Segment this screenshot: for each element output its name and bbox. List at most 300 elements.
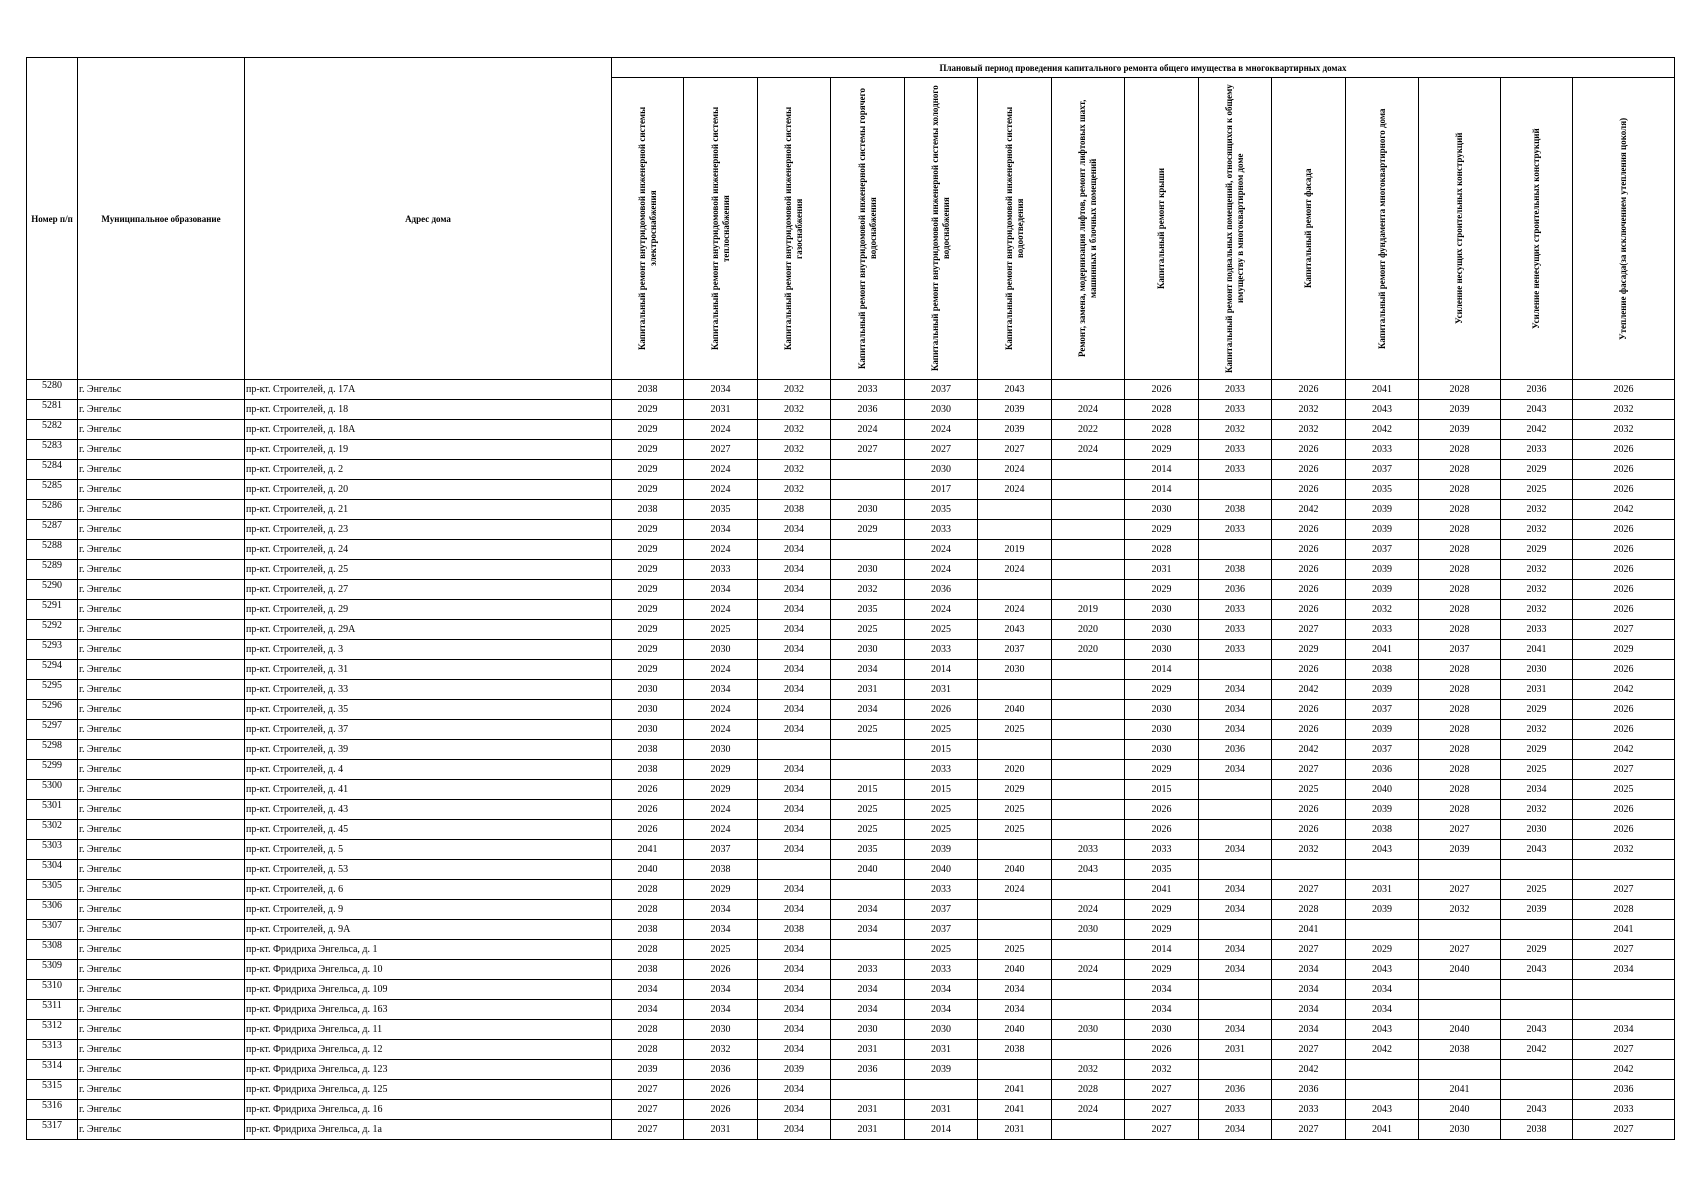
header-work-12: [1501, 78, 1573, 380]
table-row: [27, 720, 1675, 740]
row-year-cell: 2034: [684, 980, 758, 1000]
row-year-cell: 2020: [1052, 620, 1125, 640]
row-year-cell: 2034: [1125, 1000, 1199, 1020]
table-row: [27, 1080, 1675, 1100]
row-year-cell: 2029: [1573, 640, 1675, 660]
row-year-cell: 2030: [1419, 1120, 1501, 1140]
row-number: 5287: [27, 520, 78, 540]
table-row: [27, 680, 1675, 700]
row-address: пр-кт. Фридриха Энгельса, д. 123: [245, 1060, 612, 1080]
row-year-cell: 2038: [612, 380, 684, 400]
header-work-label: Капитальный ремонт фасада: [1303, 168, 1313, 289]
row-year-cell: 2014: [1125, 460, 1199, 480]
row-year-cell: 2040: [978, 860, 1052, 880]
row-year-cell: 2034: [758, 980, 831, 1000]
row-year-cell: 2029: [1125, 680, 1199, 700]
row-municipality: г. Энгельс: [78, 760, 245, 780]
row-year-cell: 2028: [612, 900, 684, 920]
row-year-cell: 2029: [612, 600, 684, 620]
row-municipality: г. Энгельс: [78, 1100, 245, 1120]
row-year-cell: 2014: [1125, 940, 1199, 960]
row-year-cell: 2033: [905, 960, 978, 980]
row-municipality: г. Энгельс: [78, 1000, 245, 1020]
row-year-cell: 2034: [758, 580, 831, 600]
row-year-cell: 2025: [684, 620, 758, 640]
row-year-cell: 2039: [1346, 900, 1419, 920]
row-year-cell: 2026: [1573, 480, 1675, 500]
row-year-cell: 2027: [1573, 760, 1675, 780]
row-year-cell: 2030: [831, 560, 905, 580]
row-year-cell: [1052, 740, 1125, 760]
row-year-cell: 2029: [612, 460, 684, 480]
schedule-table: [26, 57, 1675, 1140]
row-year-cell: 2034: [758, 700, 831, 720]
row-year-cell: 2037: [1419, 640, 1501, 660]
row-year-cell: 2030: [1501, 660, 1573, 680]
row-year-cell: 2029: [612, 420, 684, 440]
row-year-cell: 2033: [1199, 1100, 1272, 1120]
row-year-cell: 2030: [612, 680, 684, 700]
row-number: 5296: [27, 700, 78, 720]
row-year-cell: [1052, 720, 1125, 740]
row-year-cell: [1501, 860, 1573, 880]
row-year-cell: 2026: [1125, 380, 1199, 400]
row-year-cell: 2037: [978, 640, 1052, 660]
row-year-cell: 2032: [758, 480, 831, 500]
row-year-cell: 2029: [978, 780, 1052, 800]
row-year-cell: [1052, 760, 1125, 780]
row-address: пр-кт. Строителей, д. 6: [245, 880, 612, 900]
row-year-cell: [1199, 800, 1272, 820]
row-year-cell: 2031: [831, 1040, 905, 1060]
row-address: пр-кт. Фридриха Энгельса, д. 10: [245, 960, 612, 980]
header-work-label: Капитальный ремонт внутридомовой инженерной системы водоотведения: [1003, 106, 1025, 351]
row-year-cell: 2034: [758, 1100, 831, 1120]
table-row: [27, 480, 1675, 500]
row-year-cell: 2030: [978, 660, 1052, 680]
row-year-cell: 2030: [831, 640, 905, 660]
row-address: пр-кт. Строителей, д. 24: [245, 540, 612, 560]
row-year-cell: 2039: [1419, 400, 1501, 420]
row-number: 5284: [27, 460, 78, 480]
row-year-cell: 2028: [1419, 800, 1501, 820]
row-year-cell: 2027: [1125, 1080, 1199, 1100]
row-year-cell: 2033: [905, 880, 978, 900]
row-year-cell: 2026: [1272, 580, 1346, 600]
row-address: пр-кт. Строителей, д. 5: [245, 840, 612, 860]
row-year-cell: 2043: [1346, 1020, 1419, 1040]
row-municipality: г. Энгельс: [78, 680, 245, 700]
row-address: пр-кт. Строителей, д. 18: [245, 400, 612, 420]
row-year-cell: 2026: [1125, 820, 1199, 840]
row-year-cell: [1501, 1060, 1573, 1080]
row-number: 5285: [27, 480, 78, 500]
row-year-cell: 2024: [1052, 1100, 1125, 1120]
row-year-cell: [758, 740, 831, 760]
row-year-cell: 2034: [831, 700, 905, 720]
row-year-cell: 2036: [831, 400, 905, 420]
row-year-cell: 2028: [1419, 560, 1501, 580]
row-year-cell: 2034: [978, 1000, 1052, 1020]
row-address: пр-кт. Строителей, д. 19: [245, 440, 612, 460]
row-year-cell: 2042: [1272, 1060, 1346, 1080]
row-year-cell: 2032: [831, 580, 905, 600]
row-year-cell: 2026: [1573, 600, 1675, 620]
row-year-cell: 2028: [612, 940, 684, 960]
row-year-cell: 2031: [1199, 1040, 1272, 1060]
row-year-cell: 2033: [1573, 1100, 1675, 1120]
row-number: 5293: [27, 640, 78, 660]
row-year-cell: 2039: [1346, 680, 1419, 700]
row-year-cell: 2040: [978, 1020, 1052, 1040]
row-year-cell: 2028: [1419, 780, 1501, 800]
table-row: [27, 980, 1675, 1000]
row-year-cell: 2040: [1419, 1100, 1501, 1120]
row-year-cell: 2028: [1419, 600, 1501, 620]
row-year-cell: 2040: [978, 960, 1052, 980]
row-year-cell: 2026: [1573, 580, 1675, 600]
row-municipality: г. Энгельс: [78, 1120, 245, 1140]
row-year-cell: 2028: [1419, 480, 1501, 500]
row-year-cell: 2034: [1199, 840, 1272, 860]
row-year-cell: 2025: [831, 620, 905, 640]
row-address: пр-кт. Фридриха Энгельса, д. 12: [245, 1040, 612, 1060]
row-municipality: г. Энгельс: [78, 940, 245, 960]
row-municipality: г. Энгельс: [78, 1060, 245, 1080]
row-municipality: г. Энгельс: [78, 440, 245, 460]
row-year-cell: 2042: [1573, 680, 1675, 700]
row-year-cell: 2026: [1272, 440, 1346, 460]
row-address: пр-кт. Строителей, д. 9: [245, 900, 612, 920]
row-year-cell: 2034: [758, 960, 831, 980]
row-year-cell: [978, 500, 1052, 520]
row-year-cell: 2027: [1419, 820, 1501, 840]
row-address: пр-кт. Фридриха Энгельса, д. 109: [245, 980, 612, 1000]
row-year-cell: 2025: [905, 720, 978, 740]
row-year-cell: 2041: [1346, 640, 1419, 660]
row-year-cell: 2015: [1125, 780, 1199, 800]
header-work-3: [831, 78, 905, 380]
row-year-cell: 2029: [612, 640, 684, 660]
row-municipality: г. Энгельс: [78, 640, 245, 660]
row-number: 5316: [27, 1100, 78, 1120]
header-work-label: Капитальный ремонт внутридомовой инженерной системы холодного водоснабжения: [930, 85, 951, 372]
row-year-cell: 2024: [978, 880, 1052, 900]
row-year-cell: 2033: [1199, 400, 1272, 420]
row-year-cell: 2029: [612, 560, 684, 580]
row-year-cell: 2034: [1199, 1020, 1272, 1040]
row-year-cell: 2030: [612, 700, 684, 720]
table-row: [27, 940, 1675, 960]
row-year-cell: [1199, 980, 1272, 1000]
row-year-cell: 2030: [1125, 1020, 1199, 1040]
row-address: пр-кт. Строителей, д. 4: [245, 760, 612, 780]
row-year-cell: 2034: [758, 660, 831, 680]
row-municipality: г. Энгельс: [78, 580, 245, 600]
row-year-cell: 2024: [684, 460, 758, 480]
row-year-cell: [1052, 480, 1125, 500]
row-address: пр-кт. Фридриха Энгельса, д. 11: [245, 1020, 612, 1040]
row-year-cell: 2041: [1419, 1080, 1501, 1100]
row-year-cell: 2037: [905, 920, 978, 940]
row-number: 5291: [27, 600, 78, 620]
row-year-cell: 2026: [1272, 800, 1346, 820]
row-year-cell: 2034: [758, 1080, 831, 1100]
row-number: 5309: [27, 960, 78, 980]
row-year-cell: 2028: [1419, 500, 1501, 520]
row-year-cell: 2038: [1419, 1040, 1501, 1060]
row-year-cell: 2031: [684, 1120, 758, 1140]
row-year-cell: 2032: [758, 460, 831, 480]
row-year-cell: 2022: [1052, 420, 1125, 440]
row-year-cell: 2030: [1125, 600, 1199, 620]
table-row: [27, 640, 1675, 660]
row-year-cell: 2032: [1272, 420, 1346, 440]
row-address: пр-кт. Строителей, д. 9А: [245, 920, 612, 940]
row-address: пр-кт. Строителей, д. 45: [245, 820, 612, 840]
row-year-cell: 2025: [1573, 780, 1675, 800]
row-year-cell: [1419, 860, 1501, 880]
row-year-cell: 2030: [1125, 620, 1199, 640]
header-work-7: [1125, 78, 1199, 380]
row-year-cell: 2027: [1419, 940, 1501, 960]
row-number: 5314: [27, 1060, 78, 1080]
row-year-cell: 2035: [905, 500, 978, 520]
row-year-cell: 2033: [1199, 440, 1272, 460]
table-row: [27, 740, 1675, 760]
row-year-cell: 2032: [1573, 840, 1675, 860]
row-year-cell: [1501, 920, 1573, 940]
row-address: пр-кт. Строителей, д. 43: [245, 800, 612, 820]
row-year-cell: 2042: [1272, 680, 1346, 700]
row-year-cell: 2033: [1199, 380, 1272, 400]
row-municipality: г. Энгельс: [78, 780, 245, 800]
row-year-cell: 2034: [1501, 780, 1573, 800]
row-year-cell: 2039: [1346, 720, 1419, 740]
row-year-cell: 2027: [1272, 880, 1346, 900]
row-year-cell: 2015: [905, 780, 978, 800]
row-address: пр-кт. Строителей, д. 25: [245, 560, 612, 580]
row-year-cell: [1052, 520, 1125, 540]
row-year-cell: 2039: [978, 420, 1052, 440]
row-year-cell: 2025: [1272, 780, 1346, 800]
row-year-cell: 2033: [1199, 640, 1272, 660]
row-year-cell: [1199, 820, 1272, 840]
row-year-cell: 2043: [1346, 1100, 1419, 1120]
row-year-cell: 2028: [612, 1040, 684, 1060]
row-year-cell: [1199, 860, 1272, 880]
row-municipality: г. Энгельс: [78, 720, 245, 740]
row-year-cell: 2028: [1419, 680, 1501, 700]
table-row: [27, 860, 1675, 880]
row-year-cell: 2039: [1501, 900, 1573, 920]
row-year-cell: 2034: [1199, 700, 1272, 720]
row-year-cell: 2039: [1346, 800, 1419, 820]
row-year-cell: 2030: [684, 1020, 758, 1040]
row-year-cell: 2029: [684, 760, 758, 780]
row-year-cell: 2029: [1125, 580, 1199, 600]
row-year-cell: 2033: [831, 960, 905, 980]
row-year-cell: 2014: [905, 660, 978, 680]
row-year-cell: 2040: [612, 860, 684, 880]
row-year-cell: 2032: [758, 380, 831, 400]
row-year-cell: 2034: [831, 660, 905, 680]
table-row: [27, 1100, 1675, 1120]
row-year-cell: 2029: [1125, 960, 1199, 980]
row-year-cell: 2034: [831, 920, 905, 940]
row-number: 5298: [27, 740, 78, 760]
header-work-label: Ремонт, замена, модернизация лифтов, ремонт лифтовых шахт, машинных и блочных помещений: [1077, 99, 1098, 358]
row-year-cell: 2029: [612, 400, 684, 420]
row-year-cell: 2032: [1501, 800, 1573, 820]
row-number: 5299: [27, 760, 78, 780]
row-year-cell: 2025: [905, 800, 978, 820]
row-year-cell: 2041: [1346, 380, 1419, 400]
row-year-cell: [831, 1080, 905, 1100]
row-year-cell: 2032: [1052, 1060, 1125, 1080]
row-year-cell: 2039: [905, 1060, 978, 1080]
row-year-cell: 2019: [1052, 600, 1125, 620]
row-year-cell: 2030: [1052, 920, 1125, 940]
header-work-0: [612, 78, 684, 380]
row-year-cell: 2026: [1573, 560, 1675, 580]
row-year-cell: 2024: [684, 420, 758, 440]
row-municipality: г. Энгельс: [78, 500, 245, 520]
row-year-cell: 2025: [684, 940, 758, 960]
row-year-cell: 2028: [1419, 720, 1501, 740]
row-number: 5281: [27, 400, 78, 420]
row-year-cell: [1052, 540, 1125, 560]
row-year-cell: 2024: [1052, 900, 1125, 920]
row-year-cell: 2026: [1573, 700, 1675, 720]
row-year-cell: [978, 520, 1052, 540]
table-row: [27, 1040, 1675, 1060]
row-year-cell: 2043: [1346, 840, 1419, 860]
table-row: [27, 460, 1675, 480]
row-year-cell: 2014: [905, 1120, 978, 1140]
row-number: 5304: [27, 860, 78, 880]
row-address: пр-кт. Фридриха Энгельса, д. 125: [245, 1080, 612, 1100]
row-municipality: г. Энгельс: [78, 380, 245, 400]
header-work-13: [1573, 78, 1675, 380]
row-address: пр-кт. Строителей, д. 41: [245, 780, 612, 800]
row-year-cell: 2027: [1272, 620, 1346, 640]
row-year-cell: 2030: [831, 1020, 905, 1040]
row-number: 5315: [27, 1080, 78, 1100]
row-year-cell: 2038: [612, 920, 684, 940]
row-number: 5282: [27, 420, 78, 440]
row-number: 5307: [27, 920, 78, 940]
row-year-cell: 2034: [758, 840, 831, 860]
row-year-cell: 2036: [831, 1060, 905, 1080]
row-year-cell: 2033: [1199, 600, 1272, 620]
row-year-cell: 2033: [1501, 440, 1573, 460]
row-year-cell: 2026: [1573, 540, 1675, 560]
table-row: [27, 520, 1675, 540]
row-year-cell: 2034: [758, 900, 831, 920]
row-year-cell: 2026: [1272, 560, 1346, 580]
row-year-cell: 2029: [1125, 760, 1199, 780]
row-year-cell: 2038: [612, 740, 684, 760]
row-year-cell: [1052, 780, 1125, 800]
row-year-cell: [1052, 680, 1125, 700]
header-work-label: Капитальный ремонт подвальных помещений, относящихся к общему имуществу в многоквартирном доме: [1224, 84, 1245, 373]
row-year-cell: 2027: [1272, 1040, 1346, 1060]
row-year-cell: 2026: [1573, 660, 1675, 680]
row-year-cell: 2034: [905, 1000, 978, 1020]
row-year-cell: [1052, 880, 1125, 900]
row-address: пр-кт. Строителей, д. 39: [245, 740, 612, 760]
row-year-cell: 2029: [612, 520, 684, 540]
row-year-cell: 2014: [1125, 660, 1199, 680]
row-year-cell: 2024: [905, 600, 978, 620]
row-year-cell: 2035: [1125, 860, 1199, 880]
row-number: 5297: [27, 720, 78, 740]
row-year-cell: 2040: [831, 860, 905, 880]
row-year-cell: 2025: [978, 940, 1052, 960]
table-row: [27, 960, 1675, 980]
row-year-cell: 2024: [1052, 960, 1125, 980]
row-year-cell: 2042: [1501, 420, 1573, 440]
row-year-cell: 2032: [1501, 560, 1573, 580]
row-year-cell: 2026: [1272, 600, 1346, 620]
row-year-cell: 2025: [1501, 480, 1573, 500]
row-year-cell: 2034: [758, 780, 831, 800]
row-year-cell: 2030: [1125, 720, 1199, 740]
row-municipality: г. Энгельс: [78, 420, 245, 440]
row-year-cell: 2033: [905, 640, 978, 660]
row-year-cell: 2030: [1125, 640, 1199, 660]
row-year-cell: [1501, 1080, 1573, 1100]
row-number: 5292: [27, 620, 78, 640]
row-year-cell: 2028: [1419, 740, 1501, 760]
row-year-cell: 2032: [758, 400, 831, 420]
row-year-cell: 2027: [1573, 1120, 1675, 1140]
table-row: [27, 800, 1675, 820]
row-year-cell: 2029: [1125, 440, 1199, 460]
row-address: пр-кт. Фридриха Энгельса, д. 163: [245, 1000, 612, 1020]
row-number: 5317: [27, 1120, 78, 1140]
row-year-cell: 2032: [758, 420, 831, 440]
header-municipality: Муниципальное образование: [78, 58, 245, 380]
row-year-cell: 2031: [831, 1120, 905, 1140]
row-number: 5313: [27, 1040, 78, 1060]
row-year-cell: 2029: [612, 620, 684, 640]
row-year-cell: 2030: [684, 740, 758, 760]
row-year-cell: [1199, 540, 1272, 560]
row-year-cell: 2036: [1346, 760, 1419, 780]
row-year-cell: 2032: [1419, 900, 1501, 920]
row-municipality: г. Энгельс: [78, 840, 245, 860]
row-year-cell: 2034: [758, 800, 831, 820]
row-year-cell: 2041: [1573, 920, 1675, 940]
row-year-cell: 2038: [1346, 660, 1419, 680]
header-work-5: [978, 78, 1052, 380]
header-work-6: [1052, 78, 1125, 380]
row-year-cell: 2028: [1419, 760, 1501, 780]
row-year-cell: [1199, 780, 1272, 800]
row-year-cell: 2027: [1272, 940, 1346, 960]
row-year-cell: 2037: [1346, 700, 1419, 720]
row-year-cell: 2040: [1419, 960, 1501, 980]
row-year-cell: 2034: [684, 520, 758, 540]
row-year-cell: 2043: [978, 380, 1052, 400]
row-year-cell: 2030: [612, 720, 684, 740]
row-year-cell: [978, 740, 1052, 760]
row-year-cell: [1052, 940, 1125, 960]
row-year-cell: 2024: [684, 700, 758, 720]
row-year-cell: 2026: [684, 960, 758, 980]
